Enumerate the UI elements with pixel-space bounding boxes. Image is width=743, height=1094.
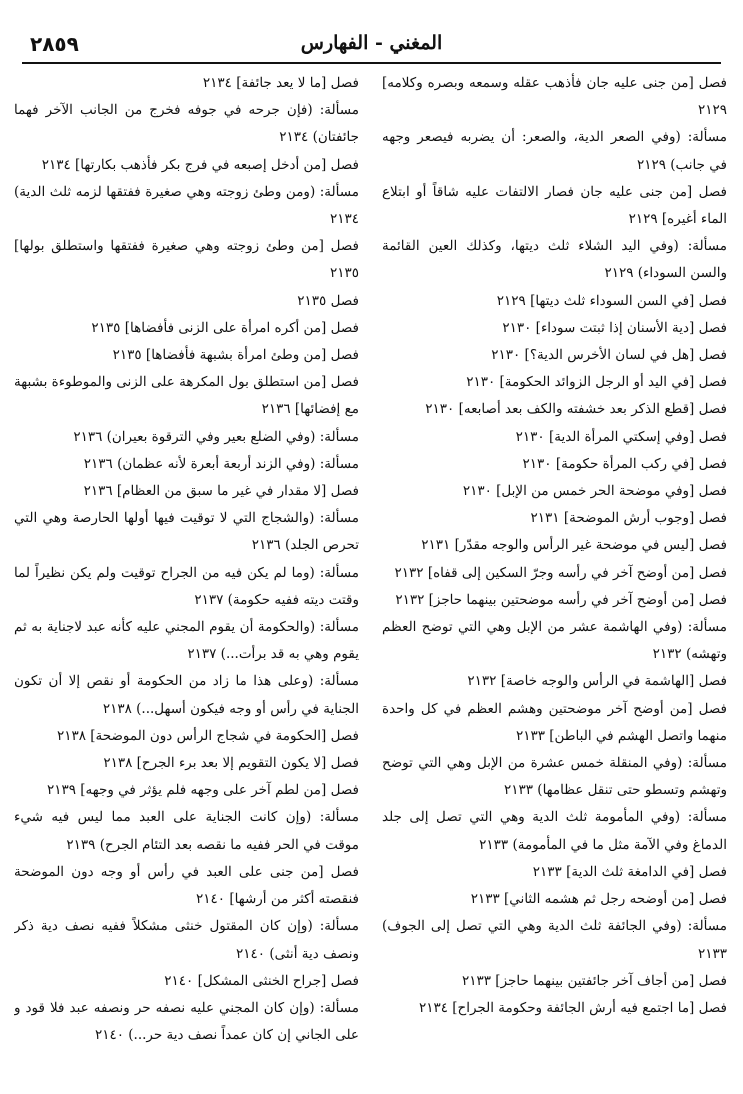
index-entry: فصل [ما اجتمع فيه أرش الجائفة وحكومة الجراح] ٢١٣٤ — [418, 999, 727, 1016]
index-entry: مسألة: (وعلى هذا ما زاد من الحكومة أو نقص إلا أن تكون الجناية في رأس أو وجه فيكون أسهل...) ٢١٣٨ — [14, 673, 359, 717]
index-entry: فصل [من وطئ امرأة بشبهة فأفضاها] ٢١٣٥ — [112, 347, 359, 364]
index-entry: فصل [من أوضح آخر في رأسه موضحتين بينهما حاجز] ٢١٣٢ — [395, 591, 727, 608]
index-entry: فصل [قطع الذكر بعد خشفته والكف بعد أصابعه] ٢١٣٠ — [425, 401, 727, 418]
index-entry: مسألة: (وإن كان المقتول خنثى مشكلاً ففيه نصف دية ذكر ونصف دية أنثى) ٢١٤٠ — [14, 918, 359, 962]
index-entry: مسألة: (وفي الزند أربعة أبعرة لأنه عظمان) ٢١٣٦ — [83, 455, 359, 472]
index-entry: فصل [جراح الخنثى المشكل] ٢١٤٠ — [164, 972, 359, 989]
index-entry: فصل [لا مقدار في غير ما سبق من العظام] ٢١٣٦ — [83, 483, 359, 500]
index-entry: فصل [من جنى على العبد في رأس أو وجه دون الموضحة فنقصته أكثر من أرشها] ٢١٤٠ — [14, 863, 359, 908]
index-entry: مسألة: (وإن كانت الجناية على العبد مما ليس فيه شيء موقت في الحر ففيه ما نقصه بعد التئام الجرح) ٢١٣٩ — [14, 809, 359, 853]
index-entry: فصل [في الدامغة ثلث الدية] ٢١٣٣ — [532, 863, 727, 880]
index-entry: مسألة: (وفي الضلع بعير وفي الترقوة بعيران) ٢١٣٦ — [73, 428, 359, 445]
index-entry: فصل [من أجاف آخر جائفتين بينهما حاجز] ٢١٣٣ — [462, 972, 727, 989]
index-entry: فصل ٢١٣٥ — [297, 292, 359, 309]
index-entry: فصل [الحكومة في شجاج الرأس دون الموضحة] ٢١٣٨ — [56, 727, 359, 744]
index-entry: فصل [من وطئ زوجته وهي صغيرة ففتقها واستطلق بولها] ٢١٣٥ — [14, 238, 359, 282]
index-entry: فصل [الهاشمة في الرأس والوجه خاصة] ٢١٣٢ — [467, 673, 727, 690]
index-column-right — [382, 70, 727, 1080]
index-entry: فصل [من أكره امرأة على الزنى فأفضاها] ٢١٣٥ — [91, 319, 359, 336]
index-entry: مسألة: (وما لم يكن فيه من الجراح توقيت ولم يكن نظيراً لما وقتت ديته ففيه حكومة) ٢١٣٧ — [14, 564, 359, 608]
index-column-left — [14, 70, 359, 1080]
index-entry: فصل [من لطم آخر على وجهه فلم يؤثر في وجهه] ٢١٣٩ — [46, 782, 359, 799]
index-entry: مسألة: (والشجاج التي لا توقيت فيها أولها الحارصة وهي التي تحرص الجلد) ٢١٣٦ — [14, 510, 359, 554]
index-entry: فصل [من جنى عليه جان فصار الالتفات عليه شاقاً أو ابتلاع الماء أغيره] ٢١٢٩ — [382, 183, 727, 228]
index-entry: مسألة: (فإن جرحه في جوفه فخرج من الجانب الآخر فهما جائفتان) ٢١٣٤ — [14, 102, 359, 146]
running-title: المغني - الفهارس — [300, 32, 443, 54]
index-entry: مسألة: (وفي الجائفة ثلث الدية وهي التي تصل إلى الجوف) ٢١٣٣ — [382, 918, 727, 962]
index-entry: فصل [وجوب أرش الموضحة] ٢١٣١ — [530, 510, 727, 527]
index-entry: مسألة: (وإن كان المجني عليه نصفه حر ونصفه عبد فلا قود و على الجاني إن كان عمداً نصف دية حر...) ٢١٤٠ — [14, 999, 359, 1044]
index-entry: مسألة: (وفي المأمومة ثلث الدية وهي التي تصل إلى جلد الدماغ وفي الآمة مثل ما في المأمومة) ٢١٣٣ — [382, 809, 727, 853]
index-entry: مسألة: (وفي اليد الشلاء ثلث ديتها، وكذلك العين القائمة والسن السوداء) ٢١٢٩ — [382, 238, 727, 282]
page-header — [22, 30, 721, 62]
index-entry: فصل [في ركب المرأة حكومة] ٢١٣٠ — [522, 455, 727, 472]
index-entry: مسألة: (وفي الهاشمة عشر من الإبل وهي التي توضح العظم وتهشه) ٢١٣٢ — [382, 619, 727, 663]
index-entry: فصل [وفي موضحة الحر خمس من الإبل] ٢١٣٠ — [462, 483, 727, 500]
header-rule — [22, 62, 721, 64]
index-entry: فصل [من أوضحه رجل ثم هشمه الثاني] ٢١٣٣ — [470, 891, 727, 908]
index-entry: مسألة: (والحكومة أن يقوم المجني عليه كأنه عبد لاجناية به ثم يقوم وهي به قد برأت...) ٢١٣٧ — [14, 619, 359, 663]
index-entry: فصل [من جنى عليه جان فأذهب عقله وسمعه وبصره وكلامه] ٢١٢٩ — [382, 75, 727, 119]
index-entry: فصل [دية الأسنان إذا ثبتت سوداء] ٢١٣٠ — [502, 319, 727, 336]
page-number: ٢٨٥٩ — [30, 32, 79, 56]
index-entry: فصل [هل في لسان الأخرس الدية؟] ٢١٣٠ — [491, 347, 727, 364]
index-entry: فصل [من استطلق بول المكرهة على الزنى والموطوءة بشبهة مع إفضائها] ٢١٣٦ — [14, 374, 359, 418]
index-entry: مسألة: (ومن وطئ زوجته وهي صغيرة ففتقها لزمه ثلث الدية) ٢١٣٤ — [14, 183, 359, 228]
index-entry: فصل [من أدخل إصبعه في فرج بكر فأذهب بكارتها] ٢١٣٤ — [41, 156, 359, 173]
index-entry: مسألة: (وفي المنقلة خمس عشرة من الإبل وهي التي توضح وتهشم وتسطو حتى تنقل عظامها) ٢١٣٣ — [382, 755, 727, 799]
index-entry: فصل [في السن السوداء ثلث ديتها] ٢١٢٩ — [496, 292, 727, 309]
index-entry: فصل [من أوضح آخر في رأسه وجرّ السكين إلى قفاه] ٢١٣٢ — [394, 564, 727, 581]
index-entry: فصل [ليس في موضحة غير الرأس والوجه مقدّر] ٢١٣١ — [421, 537, 727, 554]
index-entry: فصل [من أوضح آخر موضحتين وهشم العظم في كل واحدة منهما واتصل الهشم في الباطن] ٢١٣٣ — [382, 700, 727, 744]
index-entry: فصل [ما لا يعد جائفة] ٢١٣٤ — [202, 75, 359, 91]
index-entry: مسألة: (وفي الصعر الدية، والصعر: أن يضربه فيصعر وجهه في جانب) ٢١٢٩ — [382, 129, 727, 173]
index-entry: فصل [في اليد أو الرجل الزوائد الحكومة] ٢١٣٠ — [466, 374, 727, 391]
index-entry: فصل [وفي إسكتي المرأة الدية] ٢١٣٠ — [515, 428, 727, 445]
index-entry: فصل [لا يكون التقويم إلا بعد برء الجرح] ٢١٣٨ — [103, 755, 359, 772]
